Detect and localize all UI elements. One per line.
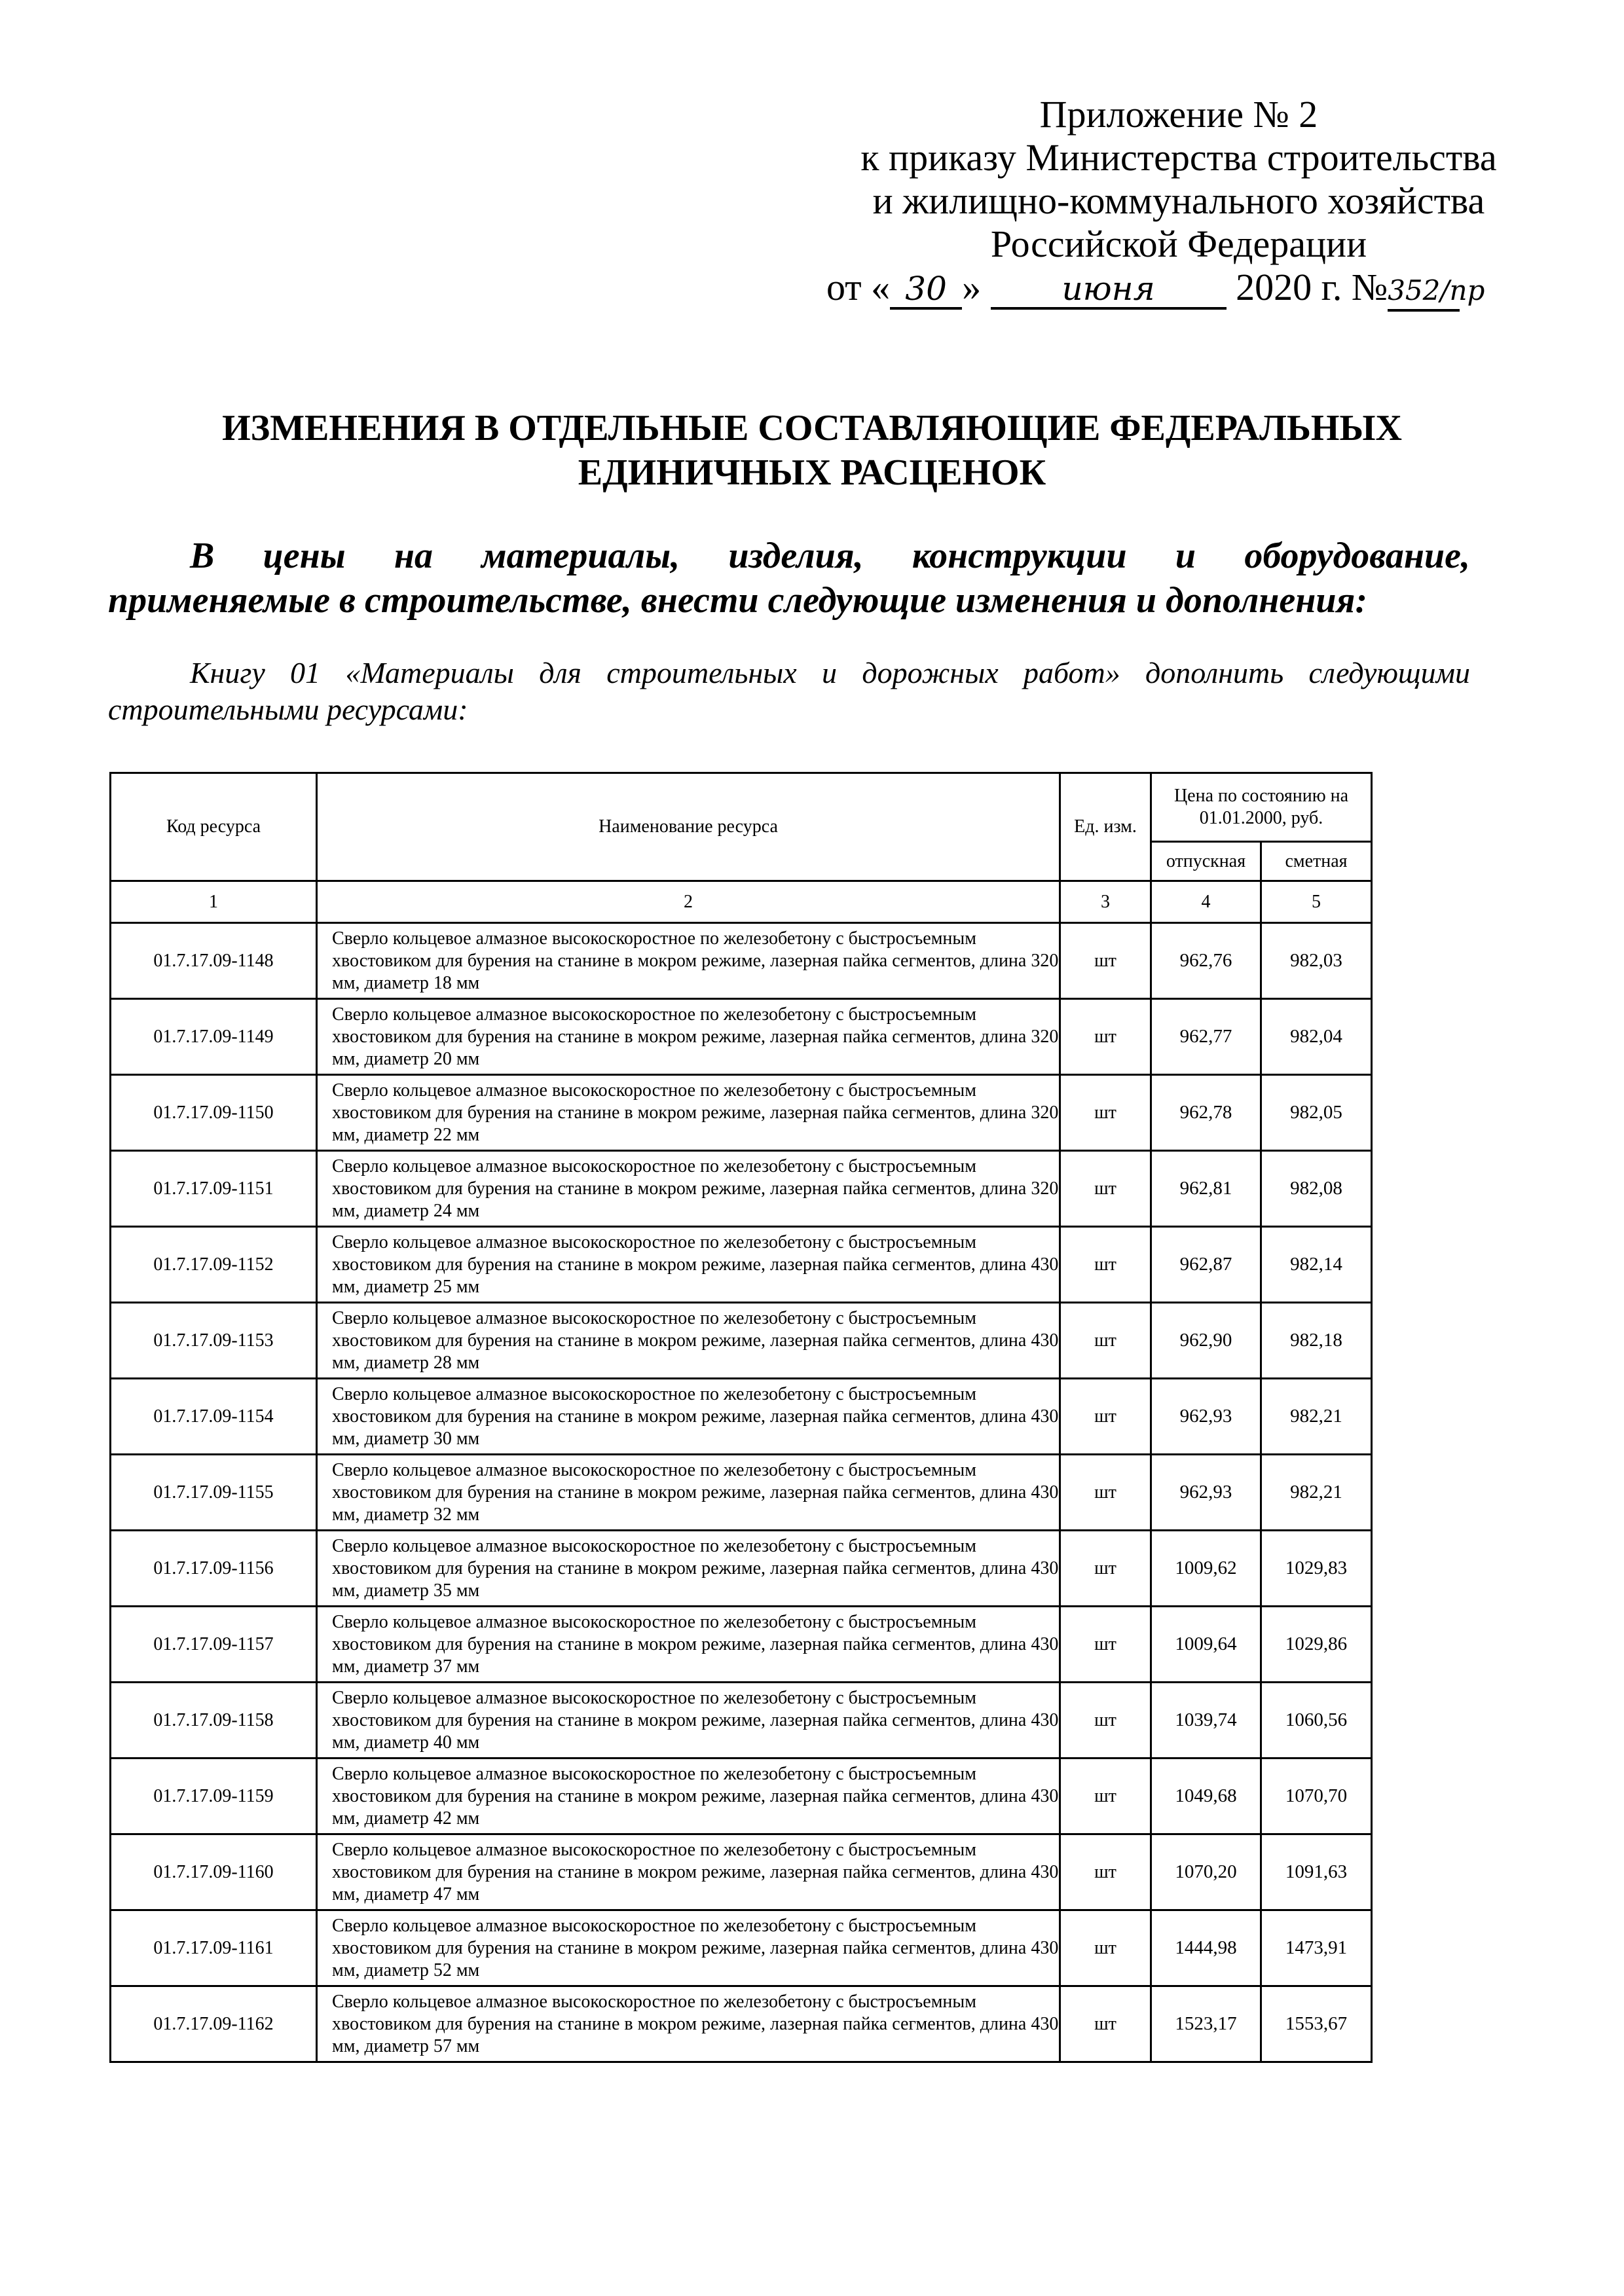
title-line: ЕДИНИЧНЫХ РАСЦЕНОК <box>578 452 1046 493</box>
price-estimate: 1029,86 <box>1261 1607 1372 1683</box>
handwritten-month: июня <box>991 270 1227 310</box>
table-row <box>111 1303 1372 1379</box>
resource-name: Сверло кольцевое алмазное высокоскоростное по железобетону с быстросъемным хвостовиком для бурения на станине в мокром режиме, лазерная пайка сегментов, длина 430 мм, диаметр 35 мм <box>317 1531 1060 1607</box>
appendix-header <box>805 93 1552 266</box>
date-mid: » <box>962 266 982 308</box>
price-estimate: 982,08 <box>1261 1151 1372 1227</box>
title-line: ИЗМЕНЕНИЯ В ОТДЕЛЬНЫЕ СОСТАВЛЯЮЩИЕ ФЕДЕРАЛЬНЫХ <box>222 408 1402 448</box>
price-release: 1039,74 <box>1151 1683 1261 1758</box>
resource-name: Сверло кольцевое алмазное высокоскоростное по железобетону с быстросъемным хвостовиком для бурения на станине в мокром режиме, лазерная пайка сегментов, длина 430 мм, диаметр 32 мм <box>317 1455 1060 1531</box>
price-release: 962,90 <box>1151 1303 1261 1379</box>
unit-cell: шт <box>1060 1379 1151 1455</box>
unit-cell: шт <box>1060 1607 1151 1683</box>
price-release: 962,93 <box>1151 1455 1261 1531</box>
price-release: 1049,68 <box>1151 1758 1261 1834</box>
price-release: 962,78 <box>1151 1075 1261 1151</box>
unit-cell: шт <box>1060 923 1151 999</box>
column-number: 3 <box>1060 881 1151 923</box>
price-estimate: 982,21 <box>1261 1379 1372 1455</box>
price-estimate: 1070,70 <box>1261 1758 1372 1834</box>
book-line: Книгу 01 «Материалы для строительных и дорожных работ» дополнить следующими <box>190 656 1470 689</box>
resource-name: Сверло кольцевое алмазное высокоскоростное по железобетону с быстросъемным хвостовиком для бурения на станине в мокром режиме, лазерная пайка сегментов, длина 430 мм, диаметр 57 мм <box>317 1986 1060 2062</box>
unit-cell: шт <box>1060 1910 1151 1986</box>
unit-cell: шт <box>1060 1834 1151 1910</box>
intro-line: применяемые в строительстве, внести следующие изменения и дополнения: <box>108 580 1367 621</box>
book-line: строительными ресурсами: <box>108 693 468 726</box>
unit-cell: шт <box>1060 1758 1151 1834</box>
resource-code: 01.7.17.09-1157 <box>111 1607 317 1683</box>
column-number: 5 <box>1261 881 1372 923</box>
appendix-line: и жилищно-коммунального хозяйства <box>872 179 1485 222</box>
resource-code: 01.7.17.09-1162 <box>111 1986 317 2062</box>
price-estimate: 982,05 <box>1261 1075 1372 1151</box>
table-row <box>111 923 1372 999</box>
price-estimate: 982,18 <box>1261 1303 1372 1379</box>
date-prefix: от « <box>826 266 891 308</box>
table-row <box>111 999 1372 1075</box>
table-row <box>111 1151 1372 1227</box>
table-row <box>111 1758 1372 1834</box>
resource-code: 01.7.17.09-1149 <box>111 999 317 1075</box>
resource-name: Сверло кольцевое алмазное высокоскоростное по железобетону с быстросъемным хвостовиком для бурения на станине в мокром режиме, лазерная пайка сегментов, длина 430 мм, диаметр 28 мм <box>317 1303 1060 1379</box>
resource-name: Сверло кольцевое алмазное высокоскоростное по железобетону с быстросъемным хвостовиком для бурения на станине в мокром режиме, лазерная пайка сегментов, длина 320 мм, диаметр 22 мм <box>317 1075 1060 1151</box>
price-release: 962,81 <box>1151 1151 1261 1227</box>
resource-code: 01.7.17.09-1159 <box>111 1758 317 1834</box>
unit-cell: шт <box>1060 1151 1151 1227</box>
price-estimate: 1029,83 <box>1261 1531 1372 1607</box>
book-paragraph <box>108 655 1470 728</box>
table-row <box>111 1683 1372 1758</box>
order-date-line <box>826 265 1485 312</box>
date-year: 2020 г. № <box>1236 266 1388 308</box>
appendix-line: Российской Федерации <box>990 223 1367 265</box>
resource-name: Сверло кольцевое алмазное высокоскоростное по железобетону с быстросъемным хвостовиком для бурения на станине в мокром режиме, лазерная пайка сегментов, длина 320 мм, диаметр 20 мм <box>317 999 1060 1075</box>
table-row <box>111 1075 1372 1151</box>
table-row <box>111 1607 1372 1683</box>
unit-cell: шт <box>1060 1455 1151 1531</box>
resource-name: Сверло кольцевое алмазное высокоскоростное по железобетону с быстросъемным хвостовиком для бурения на станине в мокром режиме, лазерная пайка сегментов, длина 430 мм, диаметр 47 мм <box>317 1834 1060 1910</box>
table-row <box>111 1455 1372 1531</box>
price-estimate: 1091,63 <box>1261 1834 1372 1910</box>
unit-cell: шт <box>1060 1075 1151 1151</box>
table-row <box>111 1227 1372 1303</box>
resource-code: 01.7.17.09-1152 <box>111 1227 317 1303</box>
header-code: Код ресурса <box>111 773 317 881</box>
column-number: 4 <box>1151 881 1261 923</box>
price-release: 1070,20 <box>1151 1834 1261 1910</box>
resource-code: 01.7.17.09-1155 <box>111 1455 317 1531</box>
resource-code: 01.7.17.09-1148 <box>111 923 317 999</box>
header-unit: Ед. изм. <box>1060 773 1151 881</box>
resource-name: Сверло кольцевое алмазное высокоскоростное по железобетону с быстросъемным хвостовиком для бурения на станине в мокром режиме, лазерная пайка сегментов, длина 430 мм, диаметр 37 мм <box>317 1607 1060 1683</box>
resource-name: Сверло кольцевое алмазное высокоскоростное по железобетону с быстросъемным хвостовиком для бурения на станине в мокром режиме, лазерная пайка сегментов, длина 430 мм, диаметр 25 мм <box>317 1227 1060 1303</box>
price-estimate: 982,21 <box>1261 1455 1372 1531</box>
price-release: 1444,98 <box>1151 1910 1261 1986</box>
column-number: 2 <box>317 881 1060 923</box>
price-estimate: 982,14 <box>1261 1227 1372 1303</box>
header-price-release: отпускная <box>1151 842 1261 881</box>
header-price-estimate: сметная <box>1261 842 1372 881</box>
unit-cell: шт <box>1060 1303 1151 1379</box>
resource-name: Сверло кольцевое алмазное высокоскоростное по железобетону с быстросъемным хвостовиком для бурения на станине в мокром режиме, лазерная пайка сегментов, длина 430 мм, диаметр 40 мм <box>317 1683 1060 1758</box>
table-row <box>111 1986 1372 2062</box>
resource-code: 01.7.17.09-1156 <box>111 1531 317 1607</box>
resource-name: Сверло кольцевое алмазное высокоскоростное по железобетону с быстросъемным хвостовиком для бурения на станине в мокром режиме, лазерная пайка сегментов, длина 430 мм, диаметр 52 мм <box>317 1910 1060 1986</box>
table-row <box>111 1910 1372 1986</box>
unit-cell: шт <box>1060 1531 1151 1607</box>
resource-name: Сверло кольцевое алмазное высокоскоростное по железобетону с быстросъемным хвостовиком для бурения на станине в мокром режиме, лазерная пайка сегментов, длина 430 мм, диаметр 42 мм <box>317 1758 1060 1834</box>
column-number: 1 <box>111 881 317 923</box>
table-row <box>111 1834 1372 1910</box>
price-release: 1009,64 <box>1151 1607 1261 1683</box>
appendix-line: Приложение № 2 <box>1039 93 1318 136</box>
resource-code: 01.7.17.09-1153 <box>111 1303 317 1379</box>
table-row <box>111 1531 1372 1607</box>
resource-code: 01.7.17.09-1154 <box>111 1379 317 1455</box>
resource-code: 01.7.17.09-1161 <box>111 1910 317 1986</box>
price-estimate: 1473,91 <box>1261 1910 1372 1986</box>
header-name: Наименование ресурса <box>317 773 1060 881</box>
resource-name: Сверло кольцевое алмазное высокоскоростное по железобетону с быстросъемным хвостовиком для бурения на станине в мокром режиме, лазерная пайка сегментов, длина 430 мм, диаметр 30 мм <box>317 1379 1060 1455</box>
resource-name: Сверло кольцевое алмазное высокоскоростное по железобетону с быстросъемным хвостовиком для бурения на станине в мокром режиме, лазерная пайка сегментов, длина 320 мм, диаметр 18 мм <box>317 923 1060 999</box>
unit-cell: шт <box>1060 1986 1151 2062</box>
price-estimate: 982,03 <box>1261 923 1372 999</box>
intro-line: В цены на материалы, изделия, конструкции и оборудование, <box>190 536 1470 576</box>
unit-cell: шт <box>1060 1683 1151 1758</box>
unit-cell: шт <box>1060 999 1151 1075</box>
resources-table <box>109 772 1373 2063</box>
header-price-group: Цена по состоянию на 01.01.2000, руб. <box>1151 773 1372 842</box>
price-release: 962,77 <box>1151 999 1261 1075</box>
price-estimate: 982,04 <box>1261 999 1372 1075</box>
resource-code: 01.7.17.09-1158 <box>111 1683 317 1758</box>
price-release: 1009,62 <box>1151 1531 1261 1607</box>
handwritten-order-number: 352/пр <box>1388 272 1460 312</box>
price-release: 962,87 <box>1151 1227 1261 1303</box>
price-release: 962,93 <box>1151 1379 1261 1455</box>
price-estimate: 1060,56 <box>1261 1683 1372 1758</box>
price-release: 1523,17 <box>1151 1986 1261 2062</box>
intro-paragraph <box>108 534 1470 623</box>
appendix-line: к приказу Министерства строительства <box>860 136 1497 179</box>
price-estimate: 1553,67 <box>1261 1986 1372 2062</box>
unit-cell: шт <box>1060 1227 1151 1303</box>
table-row <box>111 1379 1372 1455</box>
resource-code: 01.7.17.09-1151 <box>111 1151 317 1227</box>
resource-name: Сверло кольцевое алмазное высокоскоростное по железобетону с быстросъемным хвостовиком для бурения на станине в мокром режиме, лазерная пайка сегментов, длина 320 мм, диаметр 24 мм <box>317 1151 1060 1227</box>
column-number-row <box>111 881 1372 923</box>
resource-code: 01.7.17.09-1160 <box>111 1834 317 1910</box>
document-title <box>105 406 1519 495</box>
resource-code: 01.7.17.09-1150 <box>111 1075 317 1151</box>
handwritten-day: 30 <box>890 270 962 310</box>
price-release: 962,76 <box>1151 923 1261 999</box>
